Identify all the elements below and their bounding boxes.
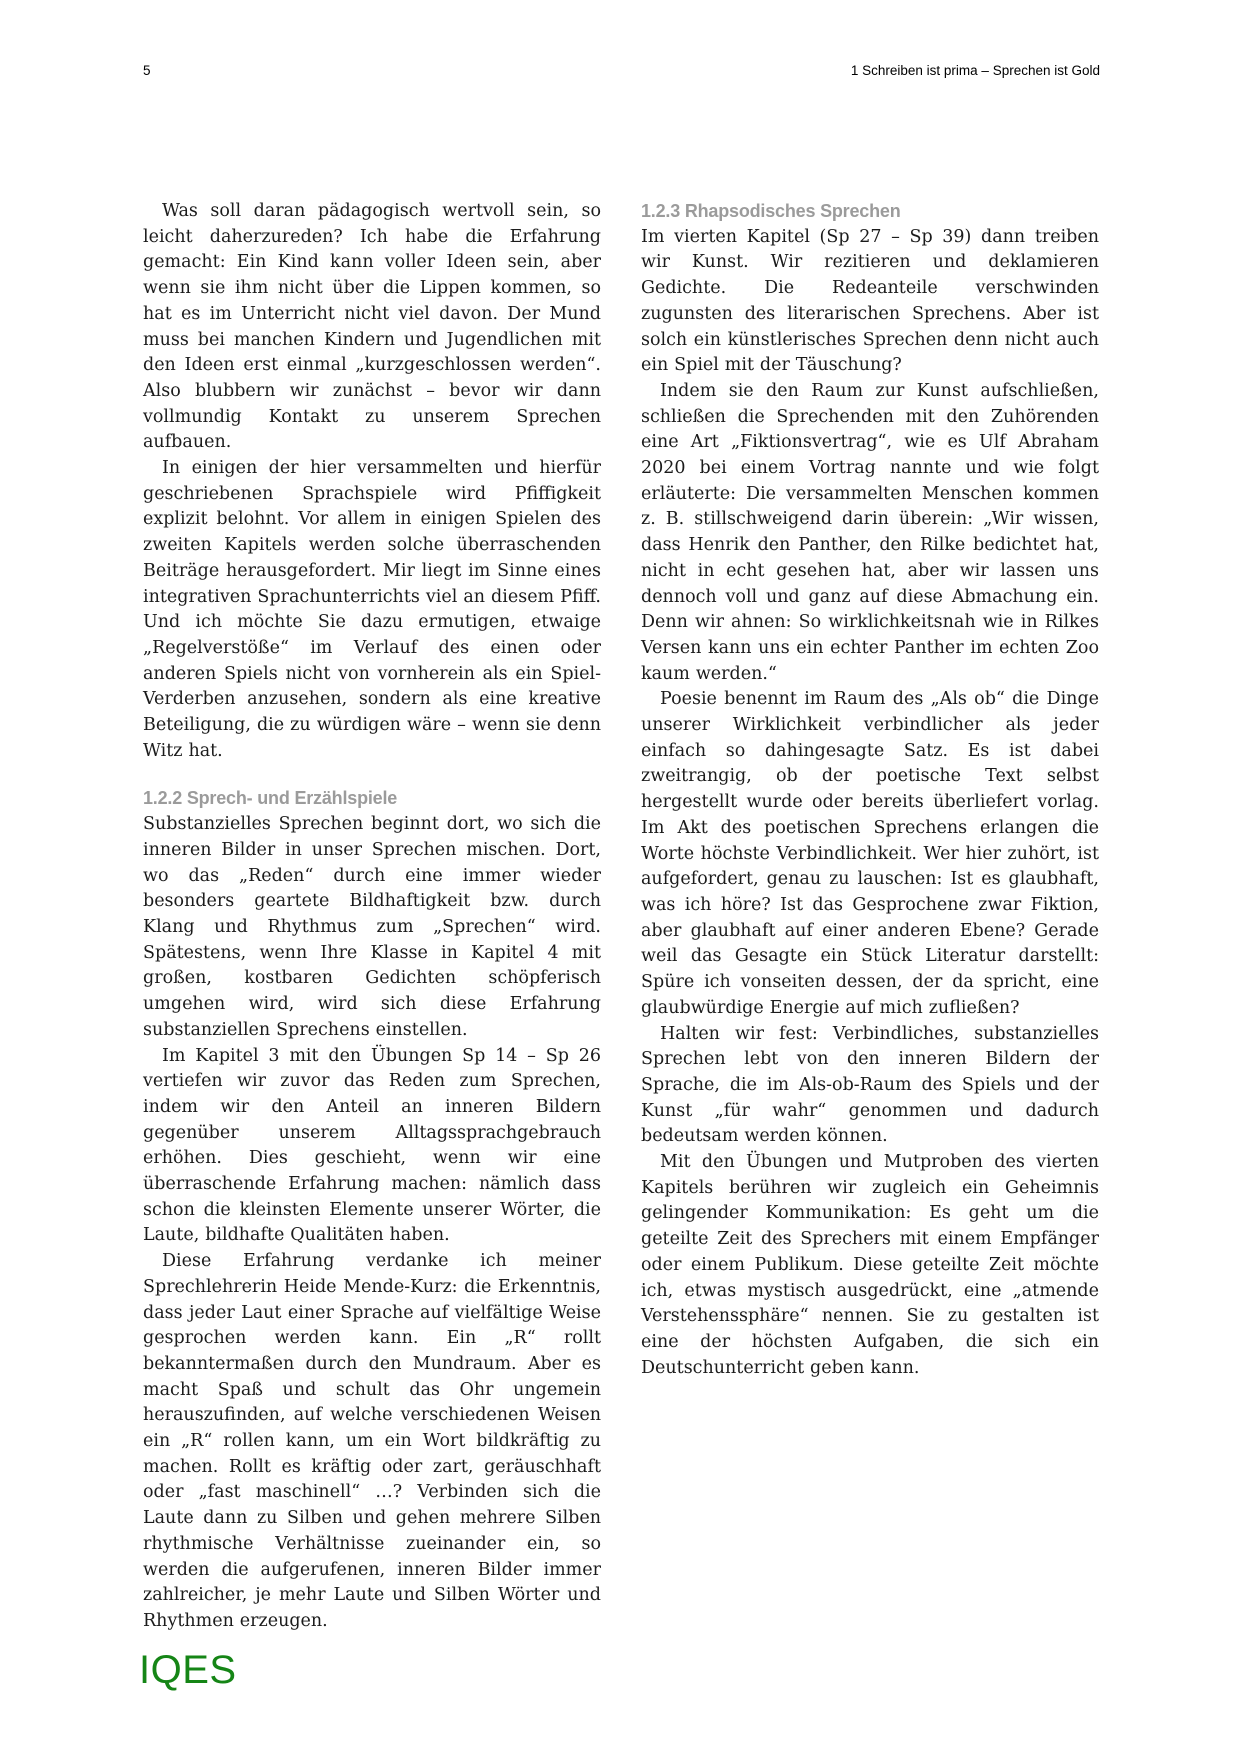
running-head: 1 Schreiben ist prima – Sprechen ist Gold bbox=[850, 63, 1100, 78]
paragraph: Substanzielles Sprechen beginnt dort, wo sich die inneren Bilder in unser Sprechen mischen. Dort, wo das „Reden“ durch eine immer wieder besonders geartete Bildhaftigkeit bzw. durch Klang und Rhythmus zum „Sprechen“ wird. Spätestens, wenn Ihre Klasse in Kapitel 4 mit großen, kostbaren Gedichten schöpferisch umgehen wird, wird sich diese Erfahrung substanziellen Sprechens einstellen. bbox=[143, 814, 601, 1040]
iqes-logo: IQES bbox=[139, 1648, 237, 1692]
paragraph: Im Kapitel 3 mit den Übungen Sp 14 – Sp 26 vertiefen wir zuvor das Reden zum Sprechen, indem wir den Anteil an inneren Bildern gegenüber unserem Alltagssprachgebrauch erhöhen. Dies geschieht, wenn wir eine überraschende Erfahrung machen: nämlich dass schon die kleinsten Elemente unserer Wörter, die Laute, bildhafte Qualitäten haben. bbox=[143, 1045, 601, 1246]
left-column bbox=[143, 199, 601, 1635]
page-number: 5 bbox=[143, 63, 151, 78]
section-heading-1-2-2: 1.2.2 Sprech- und Erzählspiele bbox=[143, 788, 398, 809]
page-footer bbox=[139, 1648, 237, 1692]
paragraph: Diese Erfahrung verdanke ich meiner Sprechlehrerin Heide Mende-Kurz: die Erkenntnis, dass jeder Laut einer Sprache auf vielfältige Weise gesprochen werden kann. Ein „R“ rollt bekanntermaßen durch den Mundraum. Aber es macht Spaß und schult das Ohr ungemein herauszufinden, auf welche verschiedenen Weisen ein „R“ rollen kann, um ein Wort bildkräftig zu machen. Rollt es kräftig oder zart, geräuschhaft oder „fast maschinell“ …? Verbinden sich die Laute dann zu Silben und gehen mehrere Silben rhythmische Verhältnisse zueinander ein, so werden die aufgerufenen, inneren Bilder immer zahlreicher, je mehr Laute und Silben Wörter und Rhythmen erzeugen. bbox=[143, 1251, 601, 1631]
paragraph: Mit den Übungen und Mutproben des vierten Kapitels berühren wir zugleich ein Geheimnis gelingender Kommunikation: Es geht um die geteilte Zeit des Sprechers mit einem Empfänger oder einem Publikum. Diese geteilte Zeit möchte ich, etwas mystisch ausgedrückt, eine „atmende Verstehenssphäre“ nennen. Sie zu gestalten ist eine der höchsten Aufgaben, die sich ein Deutschunterricht geben kann. bbox=[641, 1152, 1099, 1378]
paragraph: Was soll daran pädagogisch wertvoll sein, so leicht daherzureden? Ich habe die Erfahrung gemacht: Ein Kind kann voller Ideen sein, aber wenn sie ihm nicht über die Lippen kommen, so hat es im Unterricht nicht viel davon. Der Mund muss bei manchen Kindern und Jugendlichen mit den Ideen erst einmal „kurzgeschlossen werden“. Also blubbern wir zunächst – bevor wir dann vollmundig Kontakt zu unserem Sprechen aufbauen. bbox=[143, 201, 601, 453]
page-header bbox=[143, 63, 1100, 78]
paragraph: Halten wir fest: Verbindliches, substanzielles Sprechen lebt von den inneren Bildern der Sprache, die im Als-ob-Raum des Spiels und der Kunst „für wahr“ genommen und dadurch bedeutsam werden können. bbox=[641, 1023, 1099, 1147]
paragraph: Im vierten Kapitel (Sp 27 – Sp 39) dann treiben wir Kunst. Wir rezitieren und deklamieren Gedichte. Die Redeanteile verschwinden zugunsten des literarischen Sprechens. Aber ist solch ein künstlerisches Sprechen denn nicht auch ein Spiel mit der Täuschung? bbox=[641, 226, 1099, 376]
paragraph: Poesie benennt im Raum des „Als ob“ die Dinge unserer Wirklichkeit verbindlicher als jeder einfach so dahingesagte Satz. Es ist dabei zweitrangig, ob der poetische Text selbst hergestellt wurde oder bereits überliefert vorlag. Im Akt des poetischen Sprechens erlangen die Worte höchste Verbindlichkeit. Wer hier zuhört, ist aufgefordert, genau zu lauschen: Ist es glaubhaft, was ich höre? Ist das Gesprochene zwar Fiktion, aber glaubhaft auf einer anderen Ebene? Gerade weil das Gesagte ein Stück Literatur darstellt: Spüre ich vonseiten dessen, der da spricht, eine glaubwürdige Energie auf mich zufließen? bbox=[641, 689, 1099, 1018]
section-heading-1-2-3: 1.2.3 Rhapsodisches Sprechen bbox=[641, 201, 901, 221]
right-column bbox=[641, 199, 1099, 1635]
paragraph: In einigen der hier versammelten und hierfür geschriebenen Sprachspiele wird Pfiffigkeit explizit belohnt. Vor allem in einigen Spielen des zweiten Kapitels werden solche überraschenden Beiträge herausgefordert. Mir liegt im Sinne eines integrativen Sprachunterrichts viel an diesem Pfiff. Und ich möchte Sie dazu ermutigen, etwaige „Regelverstöße“ im Verlauf des einen oder anderen Spiels nicht von vornherein als ein Spiel-Verderben anzusehen, sondern als eine kreative Beteiligung, die zu würdigen wäre – wenn sie denn Witz hat. bbox=[143, 458, 601, 761]
two-column-body bbox=[143, 199, 1100, 1635]
paragraph: Indem sie den Raum zur Kunst aufschließen, schließen die Sprechenden mit den Zuhörenden eine Art „Fiktionsvertrag“, wie es Ulf Abraham 2020 bei einem Vortrag nannte und wie folgt erläuterte: Die versammelten Menschen kommen z. B. stillschweigend darin überein: „Wir wissen, dass Henrik den Panther, den Rilke bedichtet hat, nicht in echt gesehen hat, aber wir lassen uns dennoch voll und ganz auf diese Abmachung ein. Denn wir ahnen: So wirklichkeitsnah wie in Rilkes Versen kann uns ein echter Panther im echten Zoo kaum werden.“ bbox=[641, 380, 1099, 684]
